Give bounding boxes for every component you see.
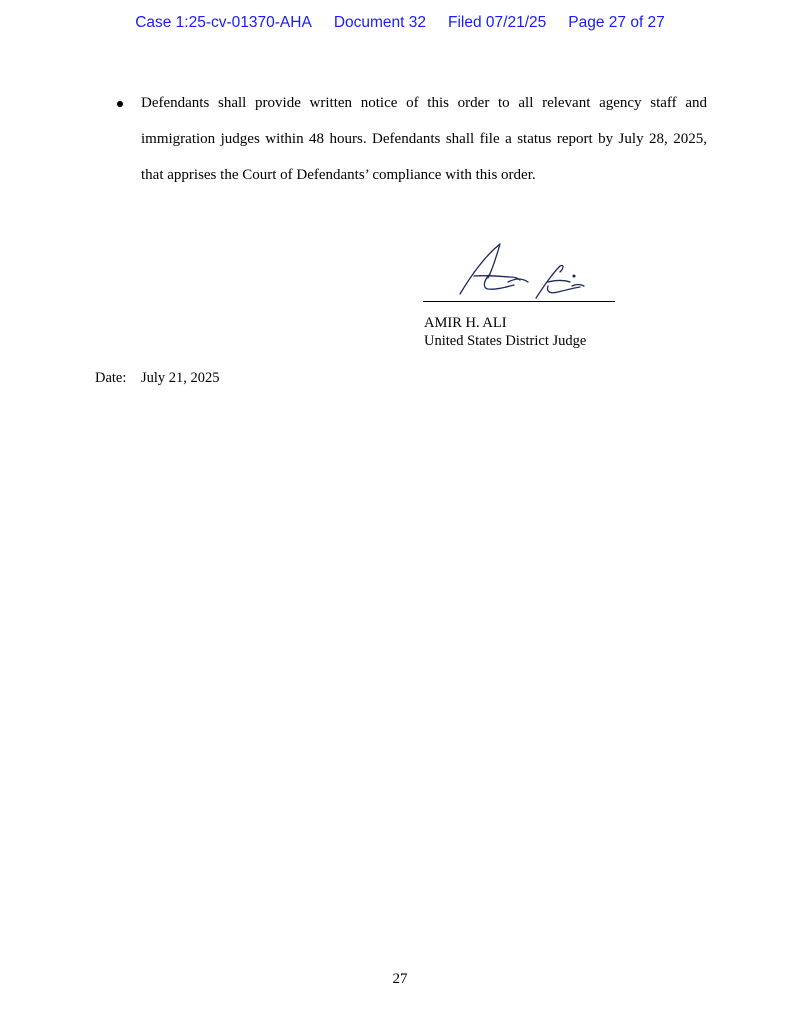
filed-date: Filed 07/21/25 xyxy=(448,14,547,31)
bullet-line: that apprises the Court of Defendants’ compliance with this order. xyxy=(141,167,536,183)
bullet-icon xyxy=(117,101,123,107)
bullet-line: Defendants shall provide written notice of this order to all relevant agency staff and xyxy=(141,95,707,111)
page-count: Page 27 of 27 xyxy=(568,14,665,31)
judge-signature-icon xyxy=(430,238,620,302)
judge-name: AMIR H. ALI xyxy=(424,315,507,331)
case-number: Case 1:25-cv-01370-AHA xyxy=(135,14,312,31)
date-line xyxy=(95,369,220,387)
signature-line xyxy=(423,301,615,302)
date-label: Date: xyxy=(95,370,127,386)
bullet-paragraph xyxy=(141,85,707,193)
page-number: 27 xyxy=(392,971,408,987)
case-header xyxy=(0,14,800,32)
bullet-line: immigration judges within 48 hours. Defendants shall file a status report by July 28, 2025, xyxy=(141,131,707,147)
date-value: July 21, 2025 xyxy=(141,370,220,386)
document-number: Document 32 xyxy=(333,14,427,31)
judge-title: United States District Judge xyxy=(424,333,587,349)
